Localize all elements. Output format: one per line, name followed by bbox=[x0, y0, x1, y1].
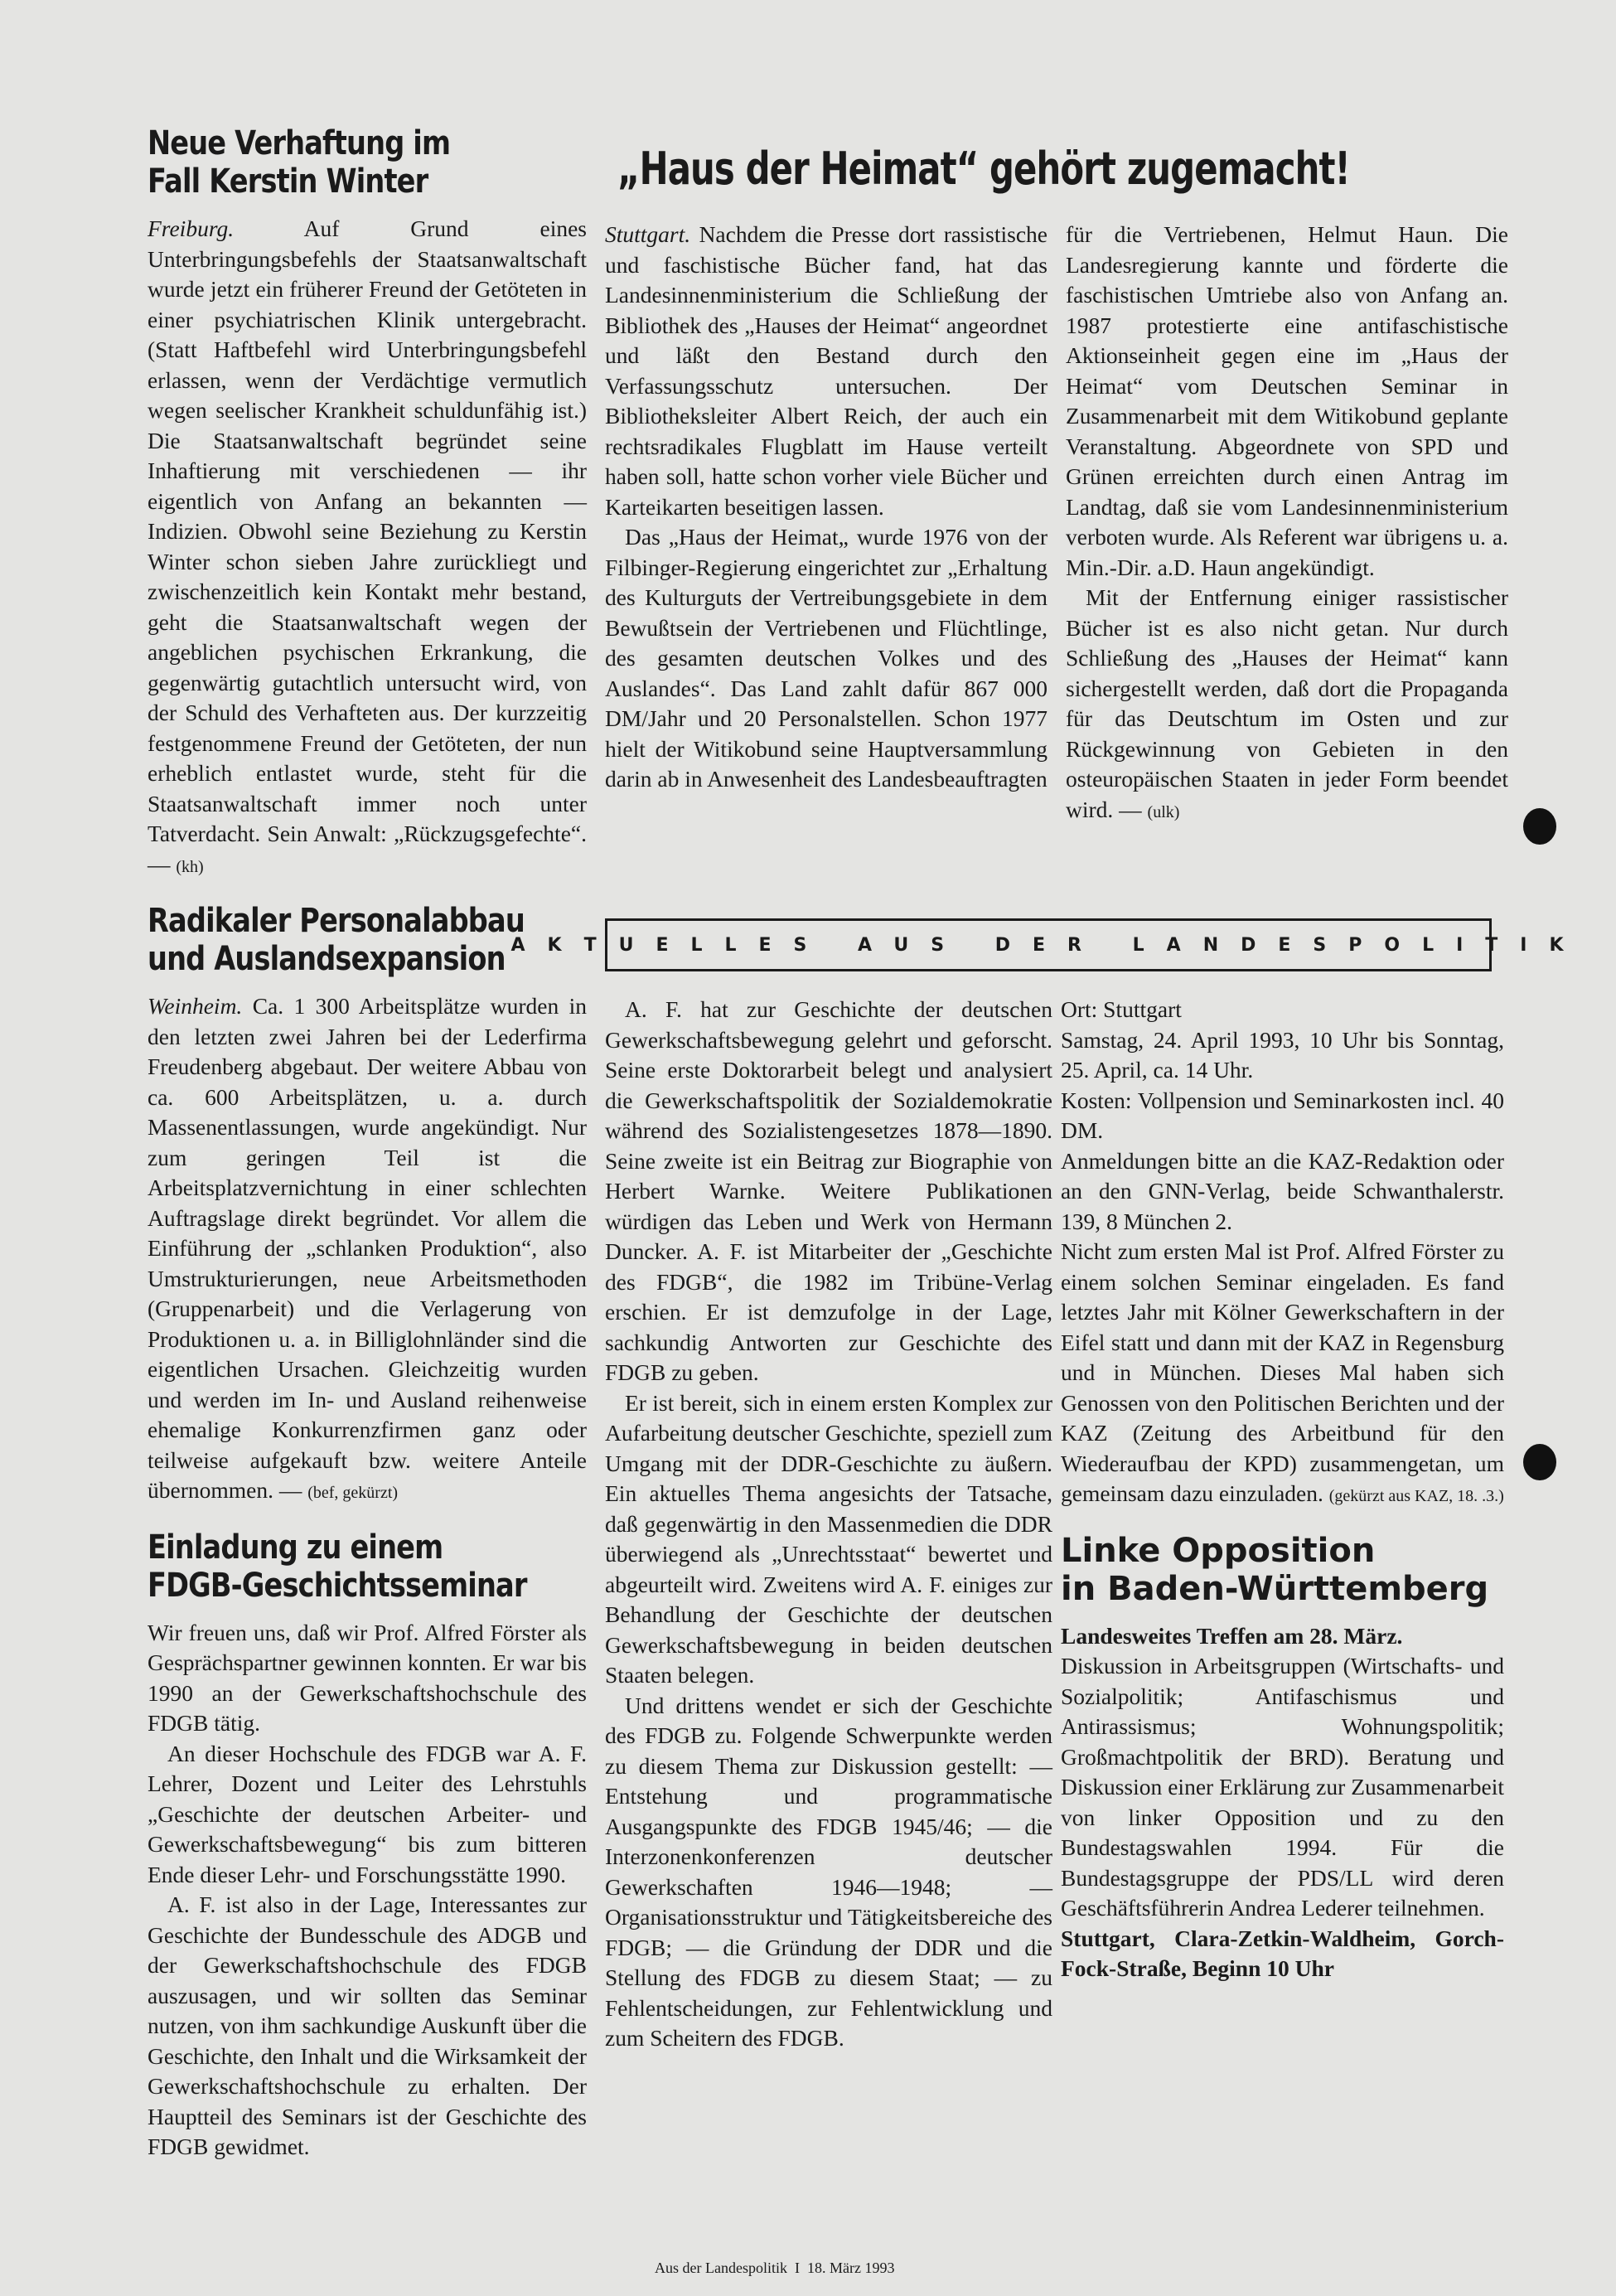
opposition-body: Diskussion in Arbeitsgruppen (Wirtschafts- und Sozialpolitik; Antifaschismus und Antirassismus; Wohnungspolitik; Großmachtpolitik der BRD). Beratung und Diskussion einer Erklärung zur Zusammenarbeit von linker Opposition und zu den Bundestagswahlen 1994. Für die Bundestagsgruppe der PDS/LL wird deren Geschäftsführerin Andrea Lederer teilnehmen. bbox=[1061, 1653, 1504, 1921]
seminar-paragraph-3: A. F. ist also in der Lage, Interessantes zur Geschichte der Bundesschule des ADGB und der Gewerkschaftshochschule des FDGB auszusagen, und wir sollten das Seminar nutzen, von ihm sachkundige Auskunft über die Geschichte, den Inhalt und die Wirksamkeit der Gewerkschaftshochschule zu erhalten. Der Hauptteil des Seminars ist der Geschichte des FDGB gewidmet. bbox=[148, 1892, 587, 2159]
left-column bbox=[148, 124, 587, 2163]
seminar-paragraph-1: Wir freuen uns, daß wir Prof. Alfred Förster als Gesprächspartner gewinnen konnten. Er war bis 1990 an der Gewerkschaftshochschule des FDGB tätig. bbox=[148, 1619, 587, 1736]
heimat-paragraph-2: Das „Haus der Heimat„ wurde 1976 von der Filbinger-Regierung eingerichtet zur „Erhaltung des Kulturguts der Vertreibungsgebiete in dem Bewußtsein der Vertriebenen und Flüchtlinge, des gesamten deutschen Volkes und des Auslandes“. Das Land zahlt dafür 867 000 DM/Jahr und 20 Personalstellen. Schon 1977 hielt der Witikobund seine Hauptversammlung darin ab in Anwesenheit des Landesbeauftragten bbox=[605, 524, 1047, 792]
article-haus-der-heimat bbox=[605, 220, 1508, 827]
seminar-paragraph-7: Nicht zum ersten Mal ist Prof. Alfred Förster zu einem solchen Seminar eingeladen. Es fand letztes Jahr mit Kölner Gewerkschaftern in der Eifel statt und dann mit der KAZ in Regensburg und in München. Dieses Mal haben sich Genossen von den Politischen Berichten und der KAZ (Zeitung des Arbeitbund für den Wiederaufbau der KPD) zusammengetan, um gemeinsam dazu einzuladen. (gekürzt aus KAZ, 18. .3.) bbox=[1061, 1238, 1504, 1506]
opposition-lede: Landesweites Treffen am 28. März. bbox=[1061, 1622, 1403, 1649]
seminar-cost: Kosten: Vollpension und Seminarkosten incl. 40 DM. bbox=[1061, 1087, 1504, 1143]
section-banner: AKTUELLES AUS DER LANDESPOLITIK bbox=[605, 918, 1492, 971]
seminar-registration: Anmeldungen bitte an die KAZ-Redaktion oder an den GNN-Verlag, beide Schwanthalerstr. 139, 8 München 2. bbox=[1061, 1147, 1504, 1234]
opposition-venue: Stuttgart, Clara-Zetkin-Waldheim, Gorch-Fock-Straße, Beginn 10 Uhr bbox=[1061, 1925, 1504, 1981]
heimat-column-2 bbox=[1066, 220, 1508, 827]
headline-personalabbau: Radikaler Personalabbau und Auslandsexpansion bbox=[148, 902, 525, 978]
seminar-paragraph-5: Er ist bereit, sich in einem ersten Komplex zur Aufarbeitung deutscher Geschichte, speziell zum Umgang mit der DDR-Geschichte zu äußern. Ein aktuelles Thema angesichts der Tatsache, daß gegenwärtig in den Massenmedien die DDR überwiegend als „Unrechtsstaat“ bewertet und abgeurteilt wird. Zweitens wird A. F. einiges zur Behandlung der Geschichte der deutschen Gewerkschaftsbewegung in beiden deutschen Staaten belegen. bbox=[605, 1389, 1052, 1688]
heimat-paragraph-3: für die Vertriebenen, Helmut Haun. Die Landesregierung kannte und förderte die faschistischen Umtriebe also von Anfang an. 1987 protestierte eine antifaschistische Aktionseinheit gegen eine im „Haus der Heimat“ vom Deutschen Seminar in Zusammenarbeit mit dem Witikobund geplante Veranstaltung. Abgeordnete von SPD und Grünen erreichten durch einen Antrag im Landtag, daß sie vom Landesinnenministerium verboten wurde. Als Referent war übrigens u. a. Min.-Dir. a.D. Haun angekündigt. bbox=[1066, 221, 1508, 580]
heimat-paragraph-1: Stuttgart. Nachdem die Presse dort rassistische und faschistische Bücher fand, hat das Landesinnenministerium die Schließung der Bibliothek des „Hauses der Heimat“ angeordnet und läßt den Bestand durch den Verfassungsschutz untersuchen. Der Bibliotheksleiter Albert Reich, der auch ein rechtsradikales Flugblatt im Hause verteilt haben soll, hatte schon vorher viele Bücher und Karteikarten beseitigen lassen. bbox=[605, 221, 1047, 520]
punch-hole-top bbox=[1523, 808, 1556, 845]
headline-haus-der-heimat: „Haus der Heimat“ gehört zugemacht! bbox=[617, 143, 1350, 195]
seminar-paragraph-2: An dieser Hochschule des FDGB war A. F. Lehrer, Dozent und Leiter des Lehrstuhls „Geschichte der deutschen Arbeiter- und Gewerkschaftsbewegung“ bis zum bitteren Ende dieser Lehr- und Forschungsstätte 1990. bbox=[148, 1740, 587, 1887]
seminar-location: Ort: Stuttgart bbox=[1061, 996, 1182, 1022]
footer-page-number: I bbox=[794, 2260, 800, 2276]
heimat-paragraph-4: Mit der Entfernung einiger rassistischer Bücher ist es also nicht getan. Nur durch Schließung des „Hauses der Heimat“ kann sichergestellt werden, daß dort die Propaganda für das Deutschtum im Osten und zur Rückgewinnung von Gebieten in den osteuropäischen Staaten in jeder Form beendet wird. — (ulk) bbox=[1066, 584, 1508, 822]
article-verhaftung-body: Freiburg. Auf Grund eines Unterbringungsbefehls der Staatsanwaltschaft wurde jetzt ein früherer Freund der Getöteten in einer psychiatrischen Klinik untergebracht. (Statt Haftbefehl wird Unterbringungsbefehl erlassen, wenn der Verdächtige vermutlich wegen seelischer Krankheit schuldunfähig ist.) Die Staatsanwaltschaft begründet seine Inhaftierung mit verschiedenen — ihr eigentlich von Anfang an bekannten — Indizien. Obwohl seine Beziehung zu Kerstin Winter schon sieben Jahre zurückliegt und zwischenzeitlich kein Kontakt mehr bestand, geht die Staatsanwaltschaft wegen der angeblichen psychischen Erkrankung, die gegenwärtig gutachtlich untersucht wird, von der Schuld des Verhafteten aus. Der kurzzeitig festgenommene Freund der Getöteten, der nun erheblich entlastet wurde, steht für die Staatsanwaltschaft immer noch unter Tatverdacht. Sein Anwalt: „Rückzugsgefechte“. — (kh) bbox=[148, 216, 588, 877]
seminar-paragraph-6: Und drittens wendet er sich der Geschichte des FDGB zu. Folgende Schwerpunkte werden zu diesem Thema zur Diskussion gestellt: — Entstehung und programmatische Ausgangspunkte des FDGB 1945/46; — die Interzonenkonferenzen deutscher Gewerkschaften 1946—1948; — Organisationsstruktur und Tätigkeitsbereiche des FDGB; — die Gründung der DDR und die Stellung des FDGB zu diesem Staat; — zu Fehlentscheidungen, zur Fehlentwicklung und zum Scheitern des FDGB. bbox=[605, 1692, 1052, 2051]
right-column bbox=[1061, 995, 1504, 1984]
headline-verhaftung: Neue Verhaftung im Fall Kerstin Winter bbox=[148, 124, 451, 201]
page-footer bbox=[655, 2260, 894, 2277]
middle-column bbox=[605, 995, 1052, 2054]
punch-hole-bottom bbox=[1523, 1444, 1556, 1480]
headline-linke-opposition: Linke Opposition in Baden-Württemberg bbox=[1061, 1531, 1489, 1608]
footer-section: Aus der Landespolitik bbox=[655, 2260, 787, 2276]
seminar-date: Samstag, 24. April 1993, 10 Uhr bis Sonntag, 25. April, ca. 14 Uhr. bbox=[1061, 1026, 1504, 1083]
headline-fdgb-seminar: Einladung zu einem FDGB-Geschichtsseminar bbox=[148, 1528, 527, 1605]
heimat-column-1 bbox=[605, 220, 1047, 827]
seminar-paragraph-4: A. F. hat zur Geschichte der deutschen Gewerkschaftsbewegung gelehrt und geforscht. Seine erste Doktorarbeit belegt und analysiert die Gewerkschaftspolitik der Sozialdemokratie während des Sozialistengesetzes 1878—1890. Seine zweite ist ein Beitrag zur Biographie von Herbert Warnke. Weitere Publikationen würdigen das Leben und Werk von Hermann Duncker. A. F. ist Mitarbeiter der „Geschichte des FDGB“, die 1982 im Tribüne-Verlag erschien. Er ist demzufolge in der Lage, sachkundig Antworten zur Geschichte des FDGB zu geben. bbox=[605, 996, 1052, 1385]
footer-date: 18. März 1993 bbox=[806, 2260, 895, 2276]
article-personalabbau-body: Weinheim. Ca. 1 300 Arbeitsplätze wurden in den letzten zwei Jahren bei der Lederfirma Freudenberg abgebaut. Der weitere Abbau von ca. 600 Arbeitsplätzen, u. a. durch Massenentlassungen, wurde angekündigt. Nur zum geringen Teil ist die Arbeitsplatzvernichtung in einer schlechten Auftragslage direkt begründet. Vor allem die Einführung der „schlanken Produktion“, also Umstrukturierungen, neue Arbeitsmethoden (Gruppenarbeit) und die Verlagerung von Produktionen u. a. in Billiglohnländer sind die eigentlichen Ursachen. Gleichzeitig wurden und werden im In- und Ausland reihenweise ehemalige Konkurrenzfirmen ganz oder teilweise aufgekauft bzw. weitere Anteile übernommen. — (bef, gekürzt) bbox=[148, 993, 588, 1503]
